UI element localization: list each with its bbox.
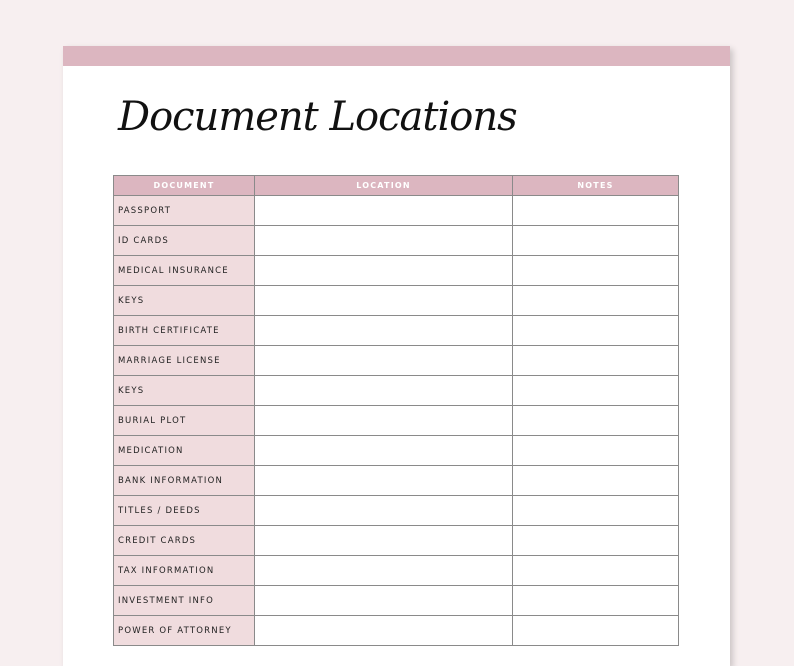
location-cell[interactable] [255, 406, 513, 436]
document-cell: CREDIT CARDS [114, 526, 255, 556]
location-cell[interactable] [255, 286, 513, 316]
location-cell[interactable] [255, 256, 513, 286]
table-row [114, 496, 679, 526]
notes-cell[interactable] [513, 256, 679, 286]
table-row [114, 196, 679, 226]
notes-cell[interactable] [513, 496, 679, 526]
table-row [114, 376, 679, 406]
location-cell[interactable] [255, 556, 513, 586]
notes-cell[interactable] [513, 196, 679, 226]
column-header-notes: NOTES [513, 176, 679, 196]
location-cell[interactable] [255, 346, 513, 376]
notes-cell[interactable] [513, 616, 679, 646]
planner-sheet [63, 46, 730, 666]
document-cell: MARRIAGE LICENSE [114, 346, 255, 376]
table-row [114, 466, 679, 496]
table-row [114, 616, 679, 646]
document-cell: BANK INFORMATION [114, 466, 255, 496]
document-cell: INVESTMENT INFO [114, 586, 255, 616]
notes-cell[interactable] [513, 346, 679, 376]
location-cell[interactable] [255, 376, 513, 406]
document-cell: KEYS [114, 376, 255, 406]
notes-cell[interactable] [513, 526, 679, 556]
page-title: Document Locations [118, 94, 517, 140]
column-header-document: DOCUMENT [114, 176, 255, 196]
location-cell[interactable] [255, 586, 513, 616]
document-cell: PASSPORT [114, 196, 255, 226]
notes-cell[interactable] [513, 226, 679, 256]
document-cell: TITLES / DEEDS [114, 496, 255, 526]
document-cell: BIRTH CERTIFICATE [114, 316, 255, 346]
table-row [114, 526, 679, 556]
location-cell[interactable] [255, 226, 513, 256]
notes-cell[interactable] [513, 286, 679, 316]
document-cell: MEDICAL INSURANCE [114, 256, 255, 286]
table-row [114, 436, 679, 466]
location-cell[interactable] [255, 196, 513, 226]
notes-cell[interactable] [513, 466, 679, 496]
document-table [113, 175, 679, 646]
table-header-row [114, 176, 679, 196]
notes-cell[interactable] [513, 316, 679, 346]
header-band [63, 46, 730, 66]
table-row [114, 286, 679, 316]
table-row [114, 346, 679, 376]
table-row [114, 586, 679, 616]
document-cell: KEYS [114, 286, 255, 316]
notes-cell[interactable] [513, 376, 679, 406]
notes-cell[interactable] [513, 406, 679, 436]
table-row [114, 256, 679, 286]
document-cell: BURIAL PLOT [114, 406, 255, 436]
document-cell: ID CARDS [114, 226, 255, 256]
table-row [114, 406, 679, 436]
column-header-location: LOCATION [255, 176, 513, 196]
location-cell[interactable] [255, 436, 513, 466]
location-cell[interactable] [255, 616, 513, 646]
table-body [114, 196, 679, 646]
table-row [114, 556, 679, 586]
location-cell[interactable] [255, 526, 513, 556]
location-cell[interactable] [255, 316, 513, 346]
table-row [114, 226, 679, 256]
document-cell: TAX INFORMATION [114, 556, 255, 586]
table-row [114, 316, 679, 346]
location-cell[interactable] [255, 496, 513, 526]
notes-cell[interactable] [513, 556, 679, 586]
location-cell[interactable] [255, 466, 513, 496]
document-cell: MEDICATION [114, 436, 255, 466]
notes-cell[interactable] [513, 586, 679, 616]
notes-cell[interactable] [513, 436, 679, 466]
document-cell: POWER OF ATTORNEY [114, 616, 255, 646]
